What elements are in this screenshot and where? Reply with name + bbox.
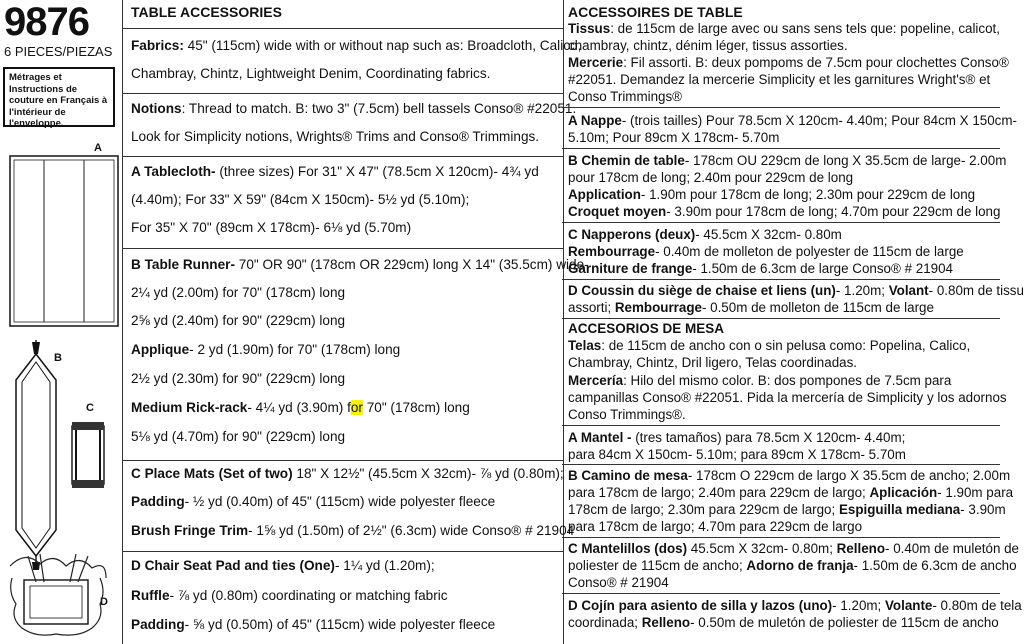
rickrack-line-2: 5⅛ yd (4.70m) for 90" (229cm) long — [131, 429, 346, 444]
divider — [562, 148, 1000, 149]
tablecloth-line-1: A Tablecloth- (three sizes) For 31" X 47" (78.5cm X 120cm)- 4¾ yd — [131, 164, 539, 179]
mantel-line-2: para 84cm X 150cm- 5.10m; para 89cm X 178cm- 5.70m — [568, 447, 906, 462]
divider — [562, 593, 1000, 594]
divider — [562, 537, 1000, 538]
chairpad-ruffle: Ruffle- ⅞ yd (0.80m) coordinating or matching fabric — [131, 588, 448, 603]
divider — [562, 425, 1000, 426]
telas-line-1: Telas: de 115cm de ancho con o sin pelusa como: Popelina, Calico, — [568, 338, 971, 353]
divider — [123, 93, 563, 94]
fabrics-line-1: Fabrics: 45" (115cm) wide with or without nap such as: Broadcloth, Calico, — [131, 38, 582, 53]
fabrics-line-2: Chambray, Chintz, Lightweight Denim, Coordinating fabrics. — [131, 66, 491, 81]
divider — [123, 460, 563, 461]
runner-line-1: B Table Runner- 70" OR 90" (178cm OR 229cm) long X 14" (35.5cm) wide- — [131, 257, 589, 272]
placemats-fringe: Brush Fringe Trim- 1⅝ yd (1.50m) of 2½" (6.3cm) wide Conso® # 21904 — [131, 523, 575, 538]
placemats-line-1: C Place Mats (Set of two) 18" X 12½" (45.5cm X 32cm)- ⅞ yd (0.80m); — [131, 466, 564, 481]
nappe-line-1: A Nappe- (trois tailles) Pour 78.5cm X 120cm- 4.40m; Pour 84cm X 150cm- — [568, 113, 1017, 128]
divider — [123, 156, 563, 157]
view-label-c: C — [86, 402, 94, 414]
divider — [562, 107, 1000, 108]
divider — [562, 279, 1000, 280]
divider — [562, 464, 1000, 465]
mercerie-line-3: Conso Trimmings® — [568, 89, 683, 104]
camino-line-4: para 178cm de largo; 4.70m para 229cm de largo — [568, 519, 863, 534]
mantel-line-1: A Mantel - (tres tamaños) para 78.5cm X 120cm- 4.40m; — [568, 430, 906, 445]
pattern-number: 9876 — [4, 0, 89, 44]
camino-line-3: 178cm de largo; 2.30m para 229cm de largo; Espiguilla mediana- 3.90m — [568, 502, 1006, 517]
highlight-mark: or — [350, 400, 363, 415]
telas-line-2: Chambray, Chintz, Dril ligero, Telas coordinadas. — [568, 355, 858, 370]
merceria-line-1: Mercería: Hilo del mismo color. B: dos pompones de 7.5cm para — [568, 373, 952, 388]
mercerie-line-1: Mercerie: Fil assorti. B: deux pompoms de 7.5cm pour clochettes Conso® — [568, 55, 1009, 70]
chemin-line-2: pour 178cm de long; 2.40m pour 229cm de long — [568, 170, 854, 185]
placemats-padding: Padding- ½ yd (0.40m) of 45" (115cm) wide polyester fleece — [131, 494, 496, 509]
rembourrage-line: Rembourrage- 0.40m de molleton de polyester de 115cm de large — [568, 244, 964, 259]
applique-line-1: Applique- 2 yd (1.90m) for 70" (178cm) long — [131, 342, 401, 357]
mercerie-line-2: #22051. Demandez la mercerie Simplicity et les garnitures Wright's® et — [568, 72, 991, 87]
pattern-info-column — [0, 0, 122, 644]
view-label-b: B — [54, 352, 62, 364]
chair-pad-illustration — [6, 548, 110, 640]
application-line: Application- 1.90m pour 178cm de long; 2.30m pour 229cm de long — [568, 187, 976, 202]
divider — [123, 551, 563, 552]
tablecloth-line-2: (4.40m); For 33" X 59" (84cm X 150cm)- 5½ yd (5.10m); — [131, 192, 470, 207]
notions-line-1: Notions: Thread to match. B: two 3" (7.5cm) bell tassels Conso® #22051. — [131, 101, 577, 116]
nappe-line-2: 5.10m; Pour 89cm X 178cm- 5.70m — [568, 130, 780, 145]
place-mat-illustration — [70, 420, 106, 490]
camino-line-1: B Camino de mesa- 178cm O 229cm de largo X 35.5cm de ancho; 2.00m — [568, 468, 1011, 483]
camino-line-2: para 178cm de largo; 2.40m para 229cm de largo; Aplicación- 1.90m para — [568, 485, 1014, 500]
tablecloth-line-3: For 35" X 70" (89cm X 178cm)- 6⅛ yd (5.70m) — [131, 220, 412, 235]
frange-line: Garniture de frange- 1.50m de 6.3cm de large Conso® # 21904 — [568, 261, 953, 276]
merceria-line-3: Conso Trimmings®. — [568, 407, 686, 422]
table-runner-illustration — [12, 340, 60, 570]
spanish-heading: ACCESORIOS DE MESA — [568, 321, 725, 336]
tissus-line-2: chambray, chintz, dénim léger, tissus assorties. — [568, 38, 848, 53]
pieces-count: 6 PIECES/PIEZAS — [4, 44, 113, 59]
cojin-line-1: D Cojín para asiento de silla y lazos (uno)- 1.20m; Volante- 0.80m de tela — [568, 598, 1022, 613]
rickrack-line-1: Medium Rick-rack- 4¼ yd (3.90m) for 70" (178cm) long — [131, 400, 470, 415]
view-label-d: D — [100, 596, 108, 608]
divider — [562, 222, 1000, 223]
chairpad-padding: Padding- ⅝ yd (0.50m) of 45" (115cm) wide polyester fleece — [131, 617, 496, 632]
napperons-line: C Napperons (deux)- 45.5cm X 32cm- 0.80m — [568, 227, 842, 242]
tablecloth-illustration — [8, 154, 120, 328]
divider — [123, 248, 563, 249]
english-column — [122, 0, 589, 644]
divider — [562, 318, 1000, 319]
view-label-a: A — [94, 142, 102, 154]
tissus-line-1: Tissus: de 115cm de large avec ou sans sens tels que: popeline, calicot, — [568, 21, 1000, 36]
coussin-line-2: assorti; Rembourrage- 0.50m de molleton de 115cm de large — [568, 300, 934, 315]
mantelillos-line-1: C Mantelillos (dos) 45.5cm X 32cm- 0.80m; Relleno- 0.40m de muletón de — [568, 541, 1020, 556]
croquet-line: Croquet moyen- 3.90m pour 178cm de long; 4.70m pour 229cm de long — [568, 204, 1001, 219]
english-heading: TABLE ACCESSORIES — [131, 4, 282, 20]
french-heading: ACCESSOIRES DE TABLE — [568, 4, 743, 20]
runner-line-3: 2⅝ yd (2.40m) for 90" (229cm) long — [131, 313, 346, 328]
french-instructions-note: Métrages et Instructions de couture en Français à l'intérieur de l'enveloppe. — [3, 67, 115, 127]
mantelillos-line-3: Conso® # 21904 — [568, 575, 669, 590]
mantelillos-line-2: poliester de 115cm de ancho; Adorno de franja- 1.50m de 6.3cm de ancho — [568, 558, 1017, 573]
french-spanish-column — [562, 0, 1024, 644]
divider — [123, 28, 563, 29]
chairpad-line-1: D Chair Seat Pad and ties (One)- 1¼ yd (1.20m); — [131, 558, 435, 573]
applique-line-2: 2½ yd (2.30m) for 90" (229cm) long — [131, 371, 346, 386]
merceria-line-2: campanillas Conso® #22051. Pida la mercería de Simplicity y los adornos — [568, 390, 1007, 405]
runner-line-2: 2¼ yd (2.00m) for 70" (178cm) long — [131, 285, 346, 300]
coussin-line-1: D Coussin du siège de chaise et liens (un)- 1.20m; Volant- 0.80m de tissu — [568, 283, 1024, 298]
notions-line-2: Look for Simplicity notions, Wrights® Trims and Conso® Trimmings. — [131, 129, 540, 144]
cojin-line-2: coordinada; Relleno- 0.50m de muletón de poliester de 115cm de ancho — [568, 615, 999, 630]
chemin-line-1: B Chemin de table- 178cm OU 229cm de long X 35.5cm de large- 2.00m — [568, 153, 1007, 168]
